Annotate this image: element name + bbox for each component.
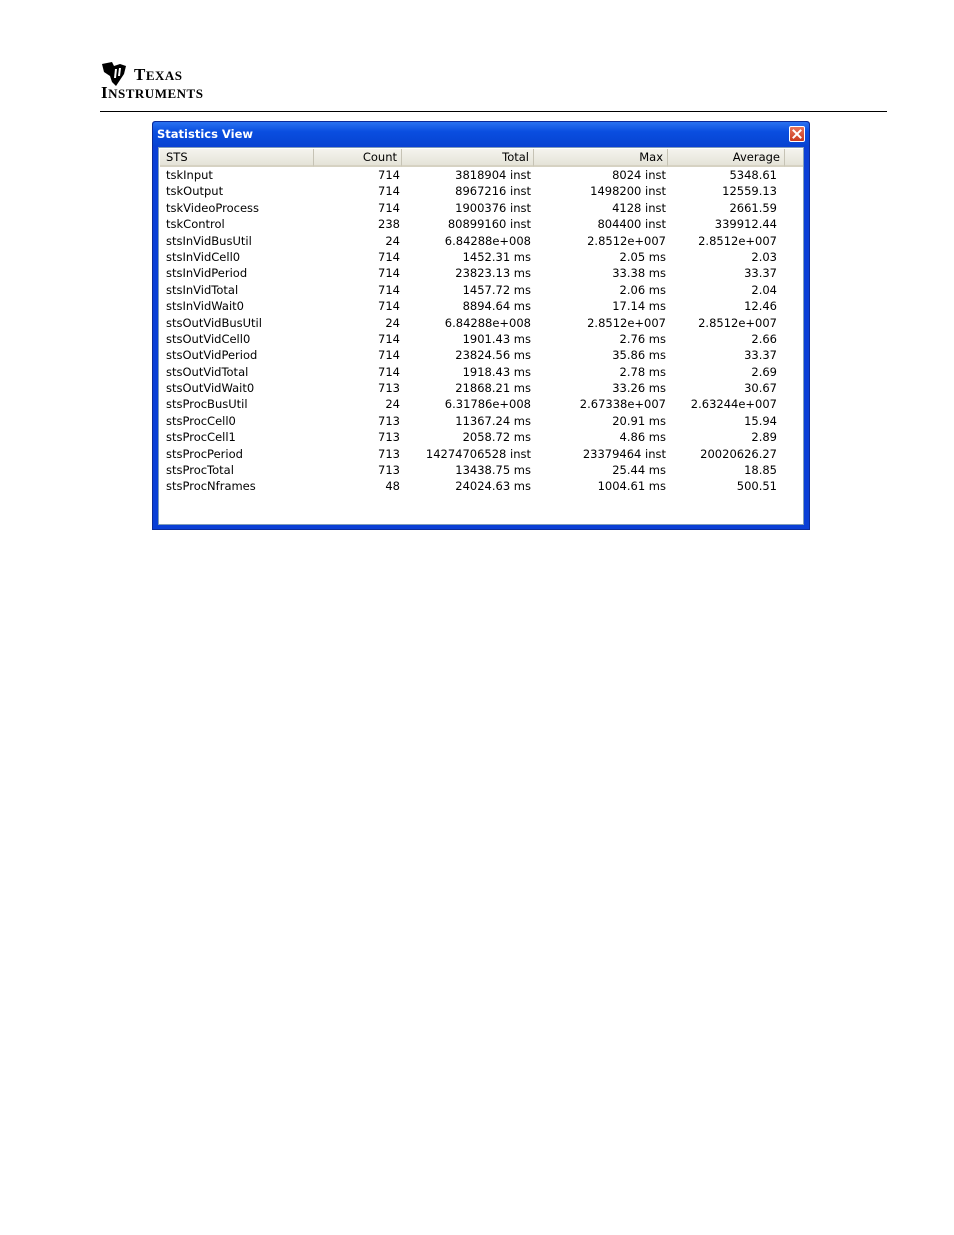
row-sts-cell: stsInVidBusUtil [166,233,252,248]
window-titlebar[interactable] [153,122,809,146]
row-max-cell: 20.91 ms [612,413,666,428]
row-max-cell: 2.05 ms [619,249,666,264]
column-header-sts[interactable]: STS [160,149,314,167]
row-sts-cell: stsInVidPeriod [166,266,248,281]
row-count-cell: 24 [385,397,400,412]
row-count-cell: 714 [378,348,400,363]
table-row[interactable] [160,233,804,249]
row-max-cell: 33.38 ms [612,266,666,281]
column-header-count[interactable]: Count [314,149,402,167]
row-total-cell: 6.31786e+008 [444,397,531,412]
row-average-cell: 2.8512e+007 [698,315,777,330]
row-average-cell: 30.67 [744,381,777,396]
row-average-cell: 2.69 [751,364,777,379]
row-total-cell: 24024.63 ms [455,479,531,494]
row-max-cell: 2.06 ms [619,282,666,297]
row-count-cell: 713 [378,413,400,428]
row-total-cell: 80899160 inst [447,217,531,232]
row-sts-cell: stsInVidTotal [166,282,239,297]
column-header-max[interactable]: Max [534,149,668,167]
row-max-cell: 8024 inst [612,168,666,182]
row-count-cell: 713 [378,430,400,445]
table-row[interactable] [160,347,804,363]
row-sts-cell: stsInVidWait0 [166,299,244,314]
table-row[interactable] [160,364,804,380]
table-row[interactable] [160,315,804,331]
row-count-cell: 714 [378,364,400,379]
row-average-cell: 2.03 [751,249,777,264]
row-average-cell: 20020626.27 [700,446,777,461]
texas-instruments-logo [100,58,240,104]
row-sts-cell: stsProcCell1 [166,430,236,445]
row-average-cell: 5348.61 [729,168,777,182]
table-header [160,149,804,167]
row-sts-cell: stsOutVidTotal [166,364,249,379]
table-row[interactable] [160,167,804,183]
row-average-cell: 2.63244e+007 [690,397,777,412]
row-sts-cell: stsOutVidBusUtil [166,315,262,330]
row-max-cell: 35.86 ms [612,348,666,363]
row-max-cell: 2.76 ms [619,331,666,346]
row-total-cell: 23824.56 ms [455,348,531,363]
row-sts-cell: stsProcTotal [166,463,234,478]
table-row[interactable] [160,396,804,412]
row-max-cell: 804400 inst [597,217,666,232]
column-header-average[interactable]: Average [668,149,785,167]
row-count-cell: 24 [385,315,400,330]
row-sts-cell: stsOutVidWait0 [166,381,255,396]
row-max-cell: 33.26 ms [612,381,666,396]
row-count-cell: 238 [378,217,400,232]
row-max-cell: 4128 inst [612,200,666,215]
row-average-cell: 2.66 [751,331,777,346]
row-max-cell: 17.14 ms [612,299,666,314]
row-count-cell: 714 [378,266,400,281]
table-body [160,167,804,495]
row-max-cell: 25.44 ms [612,463,666,478]
column-header-filler [785,149,804,167]
row-count-cell: 714 [378,282,400,297]
table-row[interactable] [160,446,804,462]
row-total-cell: 1918.43 ms [462,364,531,379]
row-average-cell: 2661.59 [729,200,777,215]
row-total-cell: 23823.13 ms [455,266,531,281]
row-total-cell: 2058.72 ms [462,430,531,445]
table-row[interactable] [160,478,804,494]
header-divider [100,111,887,112]
row-total-cell: 1452.31 ms [462,249,531,264]
row-average-cell: 339912.44 [714,217,777,232]
table-row[interactable] [160,200,804,216]
row-count-cell: 48 [385,479,400,494]
statistics-view-window [152,121,810,530]
column-header-total[interactable]: Total [402,149,534,167]
row-count-cell: 714 [378,299,400,314]
row-max-cell: 4.86 ms [619,430,666,445]
close-icon [792,129,802,139]
statistics-table [160,149,804,495]
row-max-cell: 23379464 inst [582,446,666,461]
row-average-cell: 15.94 [744,413,777,428]
row-sts-cell: stsOutVidCell0 [166,331,251,346]
row-max-cell: 2.78 ms [619,364,666,379]
row-average-cell: 2.89 [751,430,777,445]
table-row[interactable] [160,298,804,314]
row-total-cell: 8967216 inst [455,184,531,199]
row-total-cell: 6.84288e+008 [444,315,531,330]
table-row[interactable] [160,380,804,396]
row-average-cell: 2.8512e+007 [698,233,777,248]
row-max-cell: 2.67338e+007 [579,397,666,412]
table-row[interactable] [160,429,804,445]
statistics-list-view[interactable] [158,147,804,525]
row-count-cell: 714 [378,184,400,199]
row-average-cell: 12.46 [744,299,777,314]
row-sts-cell: tskInput [166,168,213,182]
row-average-cell: 33.37 [744,266,777,281]
row-sts-cell: stsOutVidPeriod [166,348,258,363]
row-max-cell: 1004.61 ms [597,479,666,494]
row-total-cell: 21868.21 ms [455,381,531,396]
row-total-cell: 1457.72 ms [462,282,531,297]
row-sts-cell: tskOutput [166,184,224,199]
row-total-cell: 11367.24 ms [455,413,531,428]
row-total-cell: 1901.43 ms [462,331,531,346]
row-average-cell: 33.37 [744,348,777,363]
row-count-cell: 714 [378,200,400,215]
table-row[interactable] [160,462,804,478]
row-count-cell: 713 [378,446,400,461]
row-max-cell: 1498200 inst [590,184,666,199]
row-average-cell: 2.04 [751,282,777,297]
row-average-cell: 18.85 [744,463,777,478]
row-total-cell: 8894.64 ms [462,299,531,314]
row-sts-cell: tskControl [166,217,225,232]
row-sts-cell: stsProcPeriod [166,446,243,461]
row-total-cell: 14274706528 inst [425,446,531,461]
row-sts-cell: stsProcCell0 [166,413,236,428]
row-average-cell: 500.51 [736,479,777,494]
row-sts-cell: stsInVidCell0 [166,249,241,264]
row-count-cell: 714 [378,168,400,182]
logo-text-line1: TEXAS [134,65,183,84]
close-button[interactable] [789,126,805,142]
row-total-cell: 6.84288e+008 [444,233,531,248]
row-count-cell: 713 [378,381,400,396]
row-total-cell: 3818904 inst [455,168,531,182]
row-count-cell: 714 [378,249,400,264]
row-average-cell: 12559.13 [722,184,777,199]
row-total-cell: 13438.75 ms [455,463,531,478]
row-sts-cell: tskVideoProcess [166,200,260,215]
table-row[interactable] [160,265,804,281]
table-row[interactable] [160,282,804,298]
row-max-cell: 2.8512e+007 [587,233,666,248]
logo-text-line2: INSTRUMENTS [101,83,204,102]
row-max-cell: 2.8512e+007 [587,315,666,330]
row-count-cell: 24 [385,233,400,248]
table-row[interactable] [160,331,804,347]
row-sts-cell: stsProcNframes [166,479,256,494]
row-total-cell: 1900376 inst [455,200,531,215]
table-row[interactable] [160,249,804,265]
table-row[interactable] [160,183,804,199]
row-count-cell: 713 [378,463,400,478]
row-count-cell: 714 [378,331,400,346]
window-title: Statistics View [157,127,253,141]
row-sts-cell: stsProcBusUtil [166,397,248,412]
table-row[interactable] [160,413,804,429]
table-row[interactable] [160,216,804,232]
